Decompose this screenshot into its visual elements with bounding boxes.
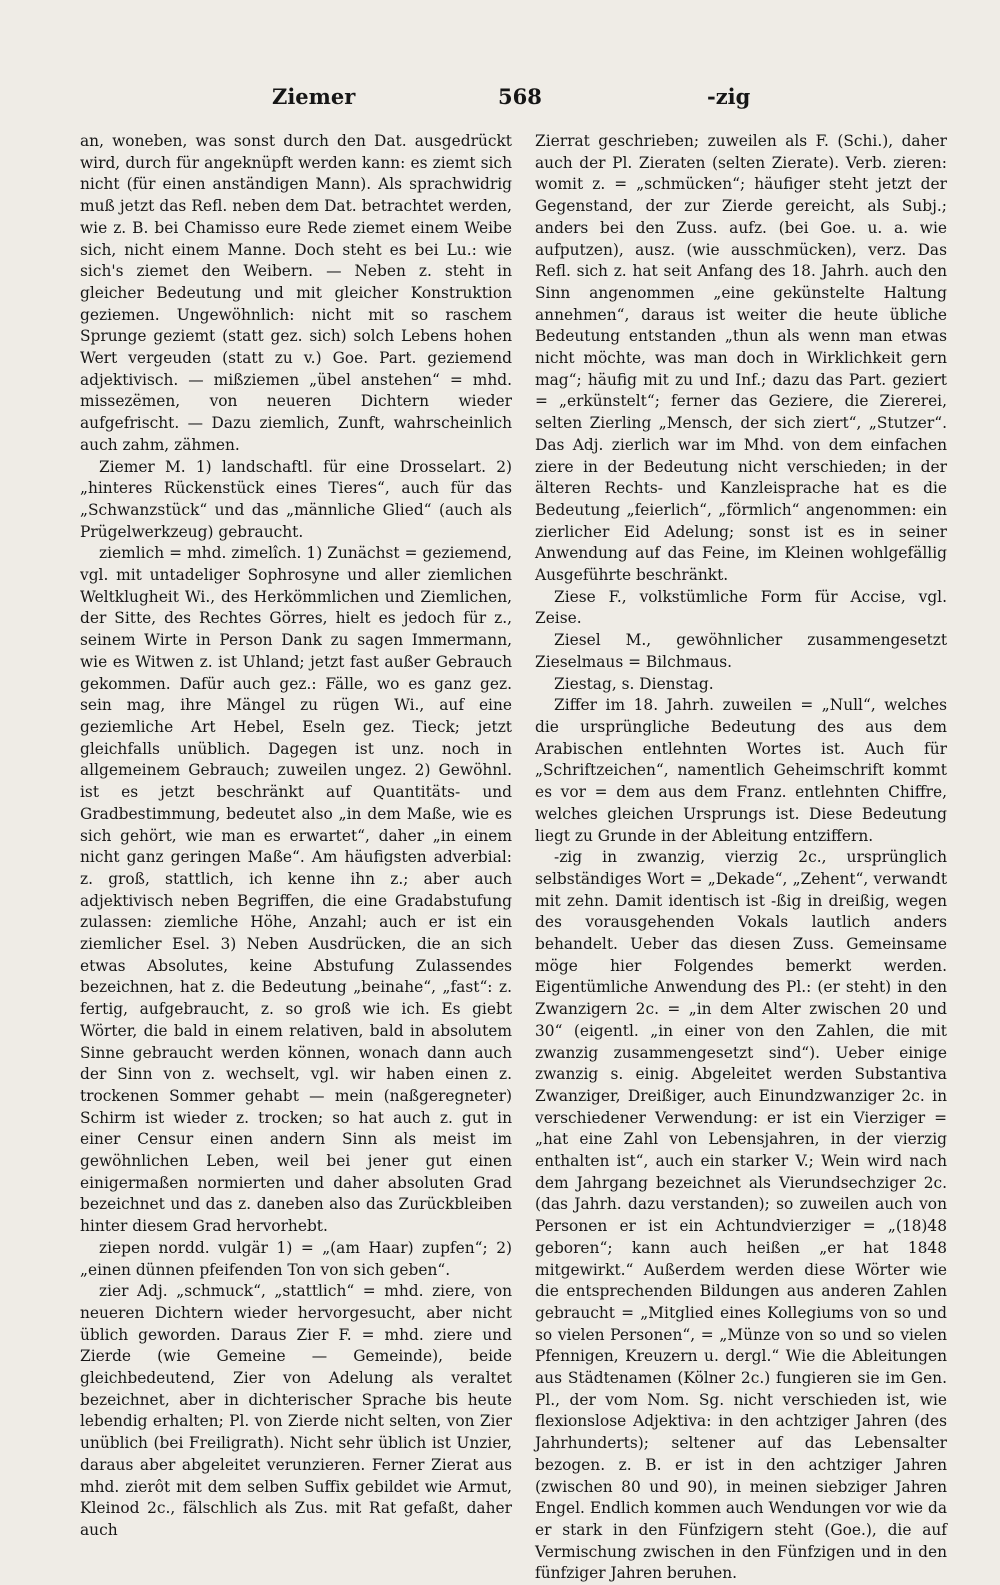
entry-ziffer: Ziffer im 18. Jahrh. zuweilen = „Null“, welches die ursprüngliche Bedeutung des aus dem Arabischen entlehnten Wortes ist. Auch für „Schriftzeichen“, namentlich Geheimschrift kommt es vor = dem aus dem Franz. entlehnten Chiffre, welches gleichen Ursprungs ist. Diese Bedeutung liegt zu Grunde in der Ableitung entziffern. bbox=[535, 696, 947, 845]
entry-zier: zier Adj. „schmuck“, „stattlich“ = mhd. ziere, von neueren Dichtern wieder hervorgesucht, aber nicht üblich geworden. Daraus Zier F. = mhd. ziere und Zierde (wie Gemeine — Gemeinde), beide gleichbedeutend, Zier von Adelung als veraltet bezeichnet, aber in dichterischer Sprache bis heute lebendig erhalten; Pl. von Zierde nicht selten, von Zier unüblich (bei Freiligrath). Nicht sehr üblich ist Unzier, daraus aber abgeleitet verunzieren. Ferner Zierat aus mhd. zierôt mit dem selben Suffix gebildet wie Armut, Kleinod 2c., fälschlich als Zus. mit Rat gefaßt, daher auch bbox=[80, 1282, 512, 1539]
page-number: 568 bbox=[498, 84, 542, 109]
right-column bbox=[535, 131, 947, 1585]
entry-ziemlich: ziemlich = mhd. zimelîch. 1) Zunächst = geziemend, vgl. mit untadeliger Sophrosyne und aller ziemlichen Weltklugheit Wi., des Herkömmlichen und Ziemlichen, der Sitte, des Rechtes Görres, hielt es jedoch für z., seinem Wirte in Person Dank zu sagen Immermann, wie es Witwen z. ist Uhland; jetzt fast außer Gebrauch gekommen. Dafür auch gez.: Fälle, wo es ganz gez. sein mag, ihre Mängel zu rügen Wi., auf eine geziemliche Art Hebel, Eseln gez. Tieck; jetzt gleichfalls unüblich. Dagegen ist unz. noch in allgemeinem Gebrauch; zuweilen ungez. 2) Gewöhnl. ist es jetzt beschränkt auf Quantitäts- und Gradbestimmung, bedeutet also „in dem Maße, wie es sich gehört, wie man es erwartet“, daher „in einem nicht ganz geringen Maße“. Am häufigsten adverbial: z. groß, stattlich, ich kenne ihn z.; aber auch adjektivisch neben Begriffen, die eine Gradabstufung zulassen: ziemliche Höhe, Anzahl; auch er ist ein ziemlicher Esel. 3) Neben Ausdrücken, die an sich etwas Absolutes, keine Abstufung Zulassendes bezeichnen, hat z. die Bedeutung „beinahe“, „fast“: z. fertig, aufgebraucht, z. so groß wie ich. Es giebt Wörter, die bald in einem relativen, bald in absolutem Sinne gebraucht werden können, wonach dann auch der Sinn von z. wechselt, vgl. wir haben einen z. trockenen Sommer gehabt — mein (naßgeregneter) Schirm ist wieder z. trocken; so hat auch z. gut in einer Censur einen andern Sinn als meist im gewöhnlichen Leben, weil bei jener gut einen einigermaßen normierten und daher absoluten Grad bezeichnet und das z. daneben also das Zurückbleiben hinter diesem Grad hervorhebt. bbox=[80, 544, 512, 1236]
page-header bbox=[80, 84, 940, 118]
entry-paragraph: Zierrat geschrieben; zuweilen als F. (Schi.), daher auch der Pl. Zieraten (selten Zierate). Verb. zieren: womit z. = „schmücken“; häufiger steht jetzt der Gegenstand, der zur Zierde gereicht, als Subj.; anders bei den Zuss. aufz. (bei Goe. u. a. wie aufputzen), ausz. (wie ausschmücken), verz. Das Refl. sich z. hat seit Anfang des 18. Jahrh. auch den Sinn angenommen „eine gekünstelte Haltung annehmen“, daraus ist weiter die heute übliche Bedeutung entstanden „thun als wenn man etwas nicht möchte, was man doch in Wirklichkeit gern mag“; häufig mit zu und Inf.; dazu das Part. geziert = „erkünstelt“; ferner das Geziere, die Ziererei, selten Zierling „Mensch, der sich ziert“, „Stutzer“. Das Adj. zierlich war im Mhd. von dem einfachen ziere in der Bedeutung nicht verschieden; in der älteren Rechts- und Kanzleisprache hat es die Bedeutung „feierlich“, „förmlich“ angenommen: ein zierlicher Eid Adelung; sonst ist es in seiner Anwendung auf das Feine, im Kleinen wohlgefällig Ausgeführte beschränkt. bbox=[535, 132, 947, 585]
entry-ziemer: Ziemer M. 1) landschaftl. für eine Drosselart. 2) „hinteres Rückenstück eines Tieres“, auch für das „Schwanzstück“ und das „männliche Glied“ (auch als Prügelwerkzeug) gebraucht. bbox=[80, 457, 512, 541]
left-column bbox=[80, 131, 512, 1542]
entry-zig: -zig in zwanzig, vierzig 2c., ursprünglich selbständiges Wort = „Dekade“, „Zehent“, verwandt mit zehn. Damit identisch ist -ßig in dreißig, wegen des vorausgehenden Vokals lautlich anders behandelt. Ueber das diesen Zuss. Gemeinsame möge hier Folgendes bemerkt werden. Eigentümliche Anwendung des Pl.: (er steht) in den Zwanzigern 2c. = „in dem Alter zwischen 20 und 30“ (eigentl. „in einer von den Zahlen, die mit zwanzig zusammengesetzt sind“). Ueber einige zwanzig s. einig. Abgeleitet werden Substantiva Zwanziger, Dreißiger, auch Einundzwanziger 2c. in verschiedener Verwendung: er ist ein Vierziger = „hat eine Zahl von Lebensjahren, in der vierzig enthalten ist“, auch ein starker V.; Wein wird nach dem Jahrgang bezeichnet als Vierundsechziger 2c. (das Jahrh. dazu verstanden); so zuweilen auch von Personen er ist ein Achtundvierziger = „(18)48 geboren“; kann auch heißen „er hat 1848 mitgewirkt.“ Außerdem werden diese Wörter wie die entsprechenden Bildungen aus anderen Zahlen gebraucht = „Mitglied eines Kollegiums von so und so vielen Personen“, = „Münze von so und so vielen Pfennigen, Kreuzern u. dergl.“ Wie die Ableitungen aus Städtenamen (Kölner 2c.) fungieren sie im Gen. Pl., der vom Nom. Sg. nicht verschieden ist, wie flexionslose Adjektiva: in den achtziger Jahren (des Jahrhunderts); seltener auf das Lebensalter bezogen. z. B. er ist in den achtziger Jahren (zwischen 80 und 90), in meinen siebziger Jahren Engel. Endlich kommen auch Wendungen vor wie da er stark in den Fünfzigern steht (Goe.), die auf Vermischung zwischen in den Fünfzigen und in den fünfziger Jahren beruhen. bbox=[535, 848, 947, 1583]
header-catchword-left: Ziemer bbox=[272, 84, 356, 109]
header-catchword-right: -zig bbox=[707, 84, 751, 109]
entry-ziesel: Ziesel M., gewöhnlicher zusammengesetzt Zieselmaus = Bilchmaus. bbox=[535, 631, 947, 671]
entry-ziepen: ziepen nordd. vulgär 1) = „(am Haar) zupfen“; 2) „einen dünnen pfeifenden Ton von sich geben“. bbox=[80, 1238, 512, 1279]
entry-ziestag: Ziestag, s. Dienstag. bbox=[554, 674, 714, 693]
entry-paragraph: an, woneben, was sonst durch den Dat. ausgedrückt wird, durch für angeknüpft werden kann: es ziemt sich nicht (für einen anständigen Mann). Als sprachwidrig muß jetzt das Refl. neben dem Dat. betrachtet werden, wie z. B. bei Chamisso eure Rede ziemet einem Weibe sich, nicht einem Manne. Doch steht es bei Lu.: wie sich's ziemet den Weibern. — Neben z. steht in gleicher Bedeutung und mit gleicher Konstruktion geziemen. Ungewöhnlich: nicht mit so raschem Sprunge geziemt (statt gez. sich) solch Lebens hohen Wert vergeuden (statt zu v.) Goe. Part. geziemend adjektivisch. — mißziemen „übel anstehen“ = mhd. missezëmen, von neueren Dichtern wieder aufgefrischt. — Dazu ziemlich, Zunft, wahrscheinlich auch zahm, zähmen. bbox=[80, 132, 512, 454]
entry-ziese: Ziese F., volkstümliche Form für Accise, vgl. Zeise. bbox=[535, 587, 947, 628]
